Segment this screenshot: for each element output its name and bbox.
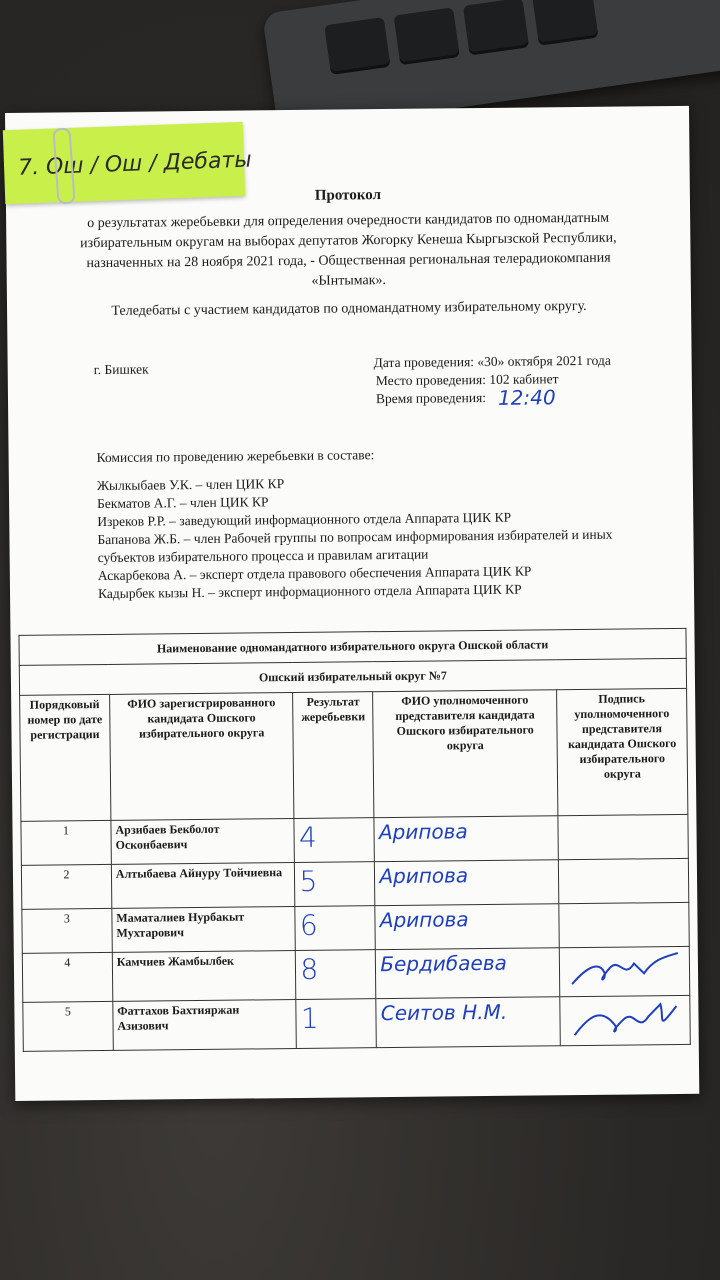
event-place: Место проведения: 102 кабинет bbox=[375, 371, 559, 389]
draw-result: 4 bbox=[294, 818, 374, 863]
commission-member: субъектов избирательного процесса и правилам агитации bbox=[97, 546, 429, 566]
commission-member: Аскарбекова А. – эксперт отдела правового обеспечения Аппарата ЦИК КР bbox=[97, 563, 532, 584]
commission-heading: Комиссия по проведению жеребьевки в составе: bbox=[96, 447, 375, 466]
city: г. Бишкек bbox=[93, 361, 149, 378]
representative-name: Сеитов Н.М. bbox=[376, 997, 560, 1048]
region-heading: Наименование одномандатного избирательного округа Ошской области bbox=[19, 628, 686, 665]
commission-member: Бекматов А.Г. – член ЦИК КР bbox=[97, 494, 269, 512]
row-number: 3 bbox=[22, 908, 112, 953]
candidate-name: Алтыбаева Айнуру Тойчиевна bbox=[111, 863, 295, 909]
commission-member: Бапанова Ж.Б. – член Рабочей группы по вопросам информирования избирателей и иных bbox=[97, 526, 613, 548]
draw-result: 8 bbox=[296, 950, 376, 1000]
row-number: 2 bbox=[21, 864, 111, 909]
column-header: Подпись уполномоченного представителя кандидата Ошского избирательного округа bbox=[557, 688, 688, 815]
row-number: 5 bbox=[23, 1001, 113, 1051]
event-time-label: Время проведения: bbox=[375, 389, 487, 407]
event-date: Дата проведения: «30» октября 2021 года bbox=[373, 352, 611, 371]
commission-member: Кадырбек кызы Н. – эксперт информационного отдела Аппарата ЦИК КР bbox=[97, 581, 522, 602]
table-row bbox=[22, 902, 689, 953]
signature-cell bbox=[559, 946, 690, 996]
column-header: ФИО уполномоченного представителя кандидата Ошского избирательного округа bbox=[373, 690, 558, 818]
handwritten-signature bbox=[564, 949, 684, 990]
signature-cell bbox=[560, 995, 691, 1045]
document-subtitle: Теледебаты с участием кандидатов по одномандатному избирательному округу. bbox=[111, 298, 587, 319]
column-header: Результат жеребьевки bbox=[293, 692, 374, 819]
candidate-name: Фаттахов Бахтияржан Азизович bbox=[113, 999, 297, 1050]
draw-results-table bbox=[18, 628, 690, 1052]
district-heading: Ошский избирательный округ №7 bbox=[19, 658, 686, 695]
handwritten-signature bbox=[564, 998, 684, 1039]
column-header: ФИО зарегистрированного кандидата Ошского избирательного округа bbox=[110, 693, 295, 821]
candidate-name: Арзибаев Бекболот Осконбаевич bbox=[111, 819, 295, 865]
column-header: Порядковый номер по дате регистрации bbox=[20, 694, 111, 821]
signature-cell bbox=[559, 902, 689, 947]
table-row bbox=[22, 946, 689, 1002]
intro-line-3: назначенных на 28 ноября 2021 года, - Общественная региональная телерадиокомпания bbox=[86, 250, 611, 272]
row-number: 4 bbox=[22, 952, 112, 1002]
intro-line-1: о результатах жеребьевки для определения очередности кандидатов по одномандатным bbox=[87, 210, 610, 232]
representative-name: Арипова bbox=[375, 860, 559, 906]
draw-result: 1 bbox=[296, 999, 376, 1049]
representative-name: Арипова bbox=[374, 816, 558, 862]
intro-line-2: избирательным округам на выборах депутатов Жогорку Кенеша Кыргызской Республики, bbox=[80, 230, 617, 252]
representative-name: Бердибаева bbox=[376, 948, 560, 999]
commission-member: Изреков Р.Р. – заведующий информационного отдела Аппарата ЦИК КР bbox=[97, 509, 512, 530]
draw-result: 6 bbox=[295, 906, 375, 951]
intro-line-4: «Ынтымак». bbox=[311, 273, 387, 289]
signature-cell bbox=[558, 858, 688, 903]
document-title: Протокол bbox=[314, 187, 382, 204]
protocol-document bbox=[5, 106, 699, 1101]
event-time-handwritten: 12:40 bbox=[497, 385, 556, 410]
table-row bbox=[23, 995, 690, 1051]
commission-member: Жылкыбаев У.К. – член ЦИК КР bbox=[96, 476, 285, 494]
signature-cell bbox=[558, 814, 688, 859]
candidate-name: Маматалиев Нурбакыт Мухтарович bbox=[112, 907, 296, 953]
table-row bbox=[21, 858, 688, 909]
table-row bbox=[21, 814, 688, 865]
candidate-name: Камчиев Жамбылбек bbox=[112, 951, 296, 1002]
draw-result: 5 bbox=[295, 862, 375, 907]
representative-name: Арипова bbox=[375, 904, 559, 950]
row-number: 1 bbox=[21, 820, 111, 865]
sticky-note: 7. Ош / Ош / Дебаты bbox=[3, 122, 245, 204]
